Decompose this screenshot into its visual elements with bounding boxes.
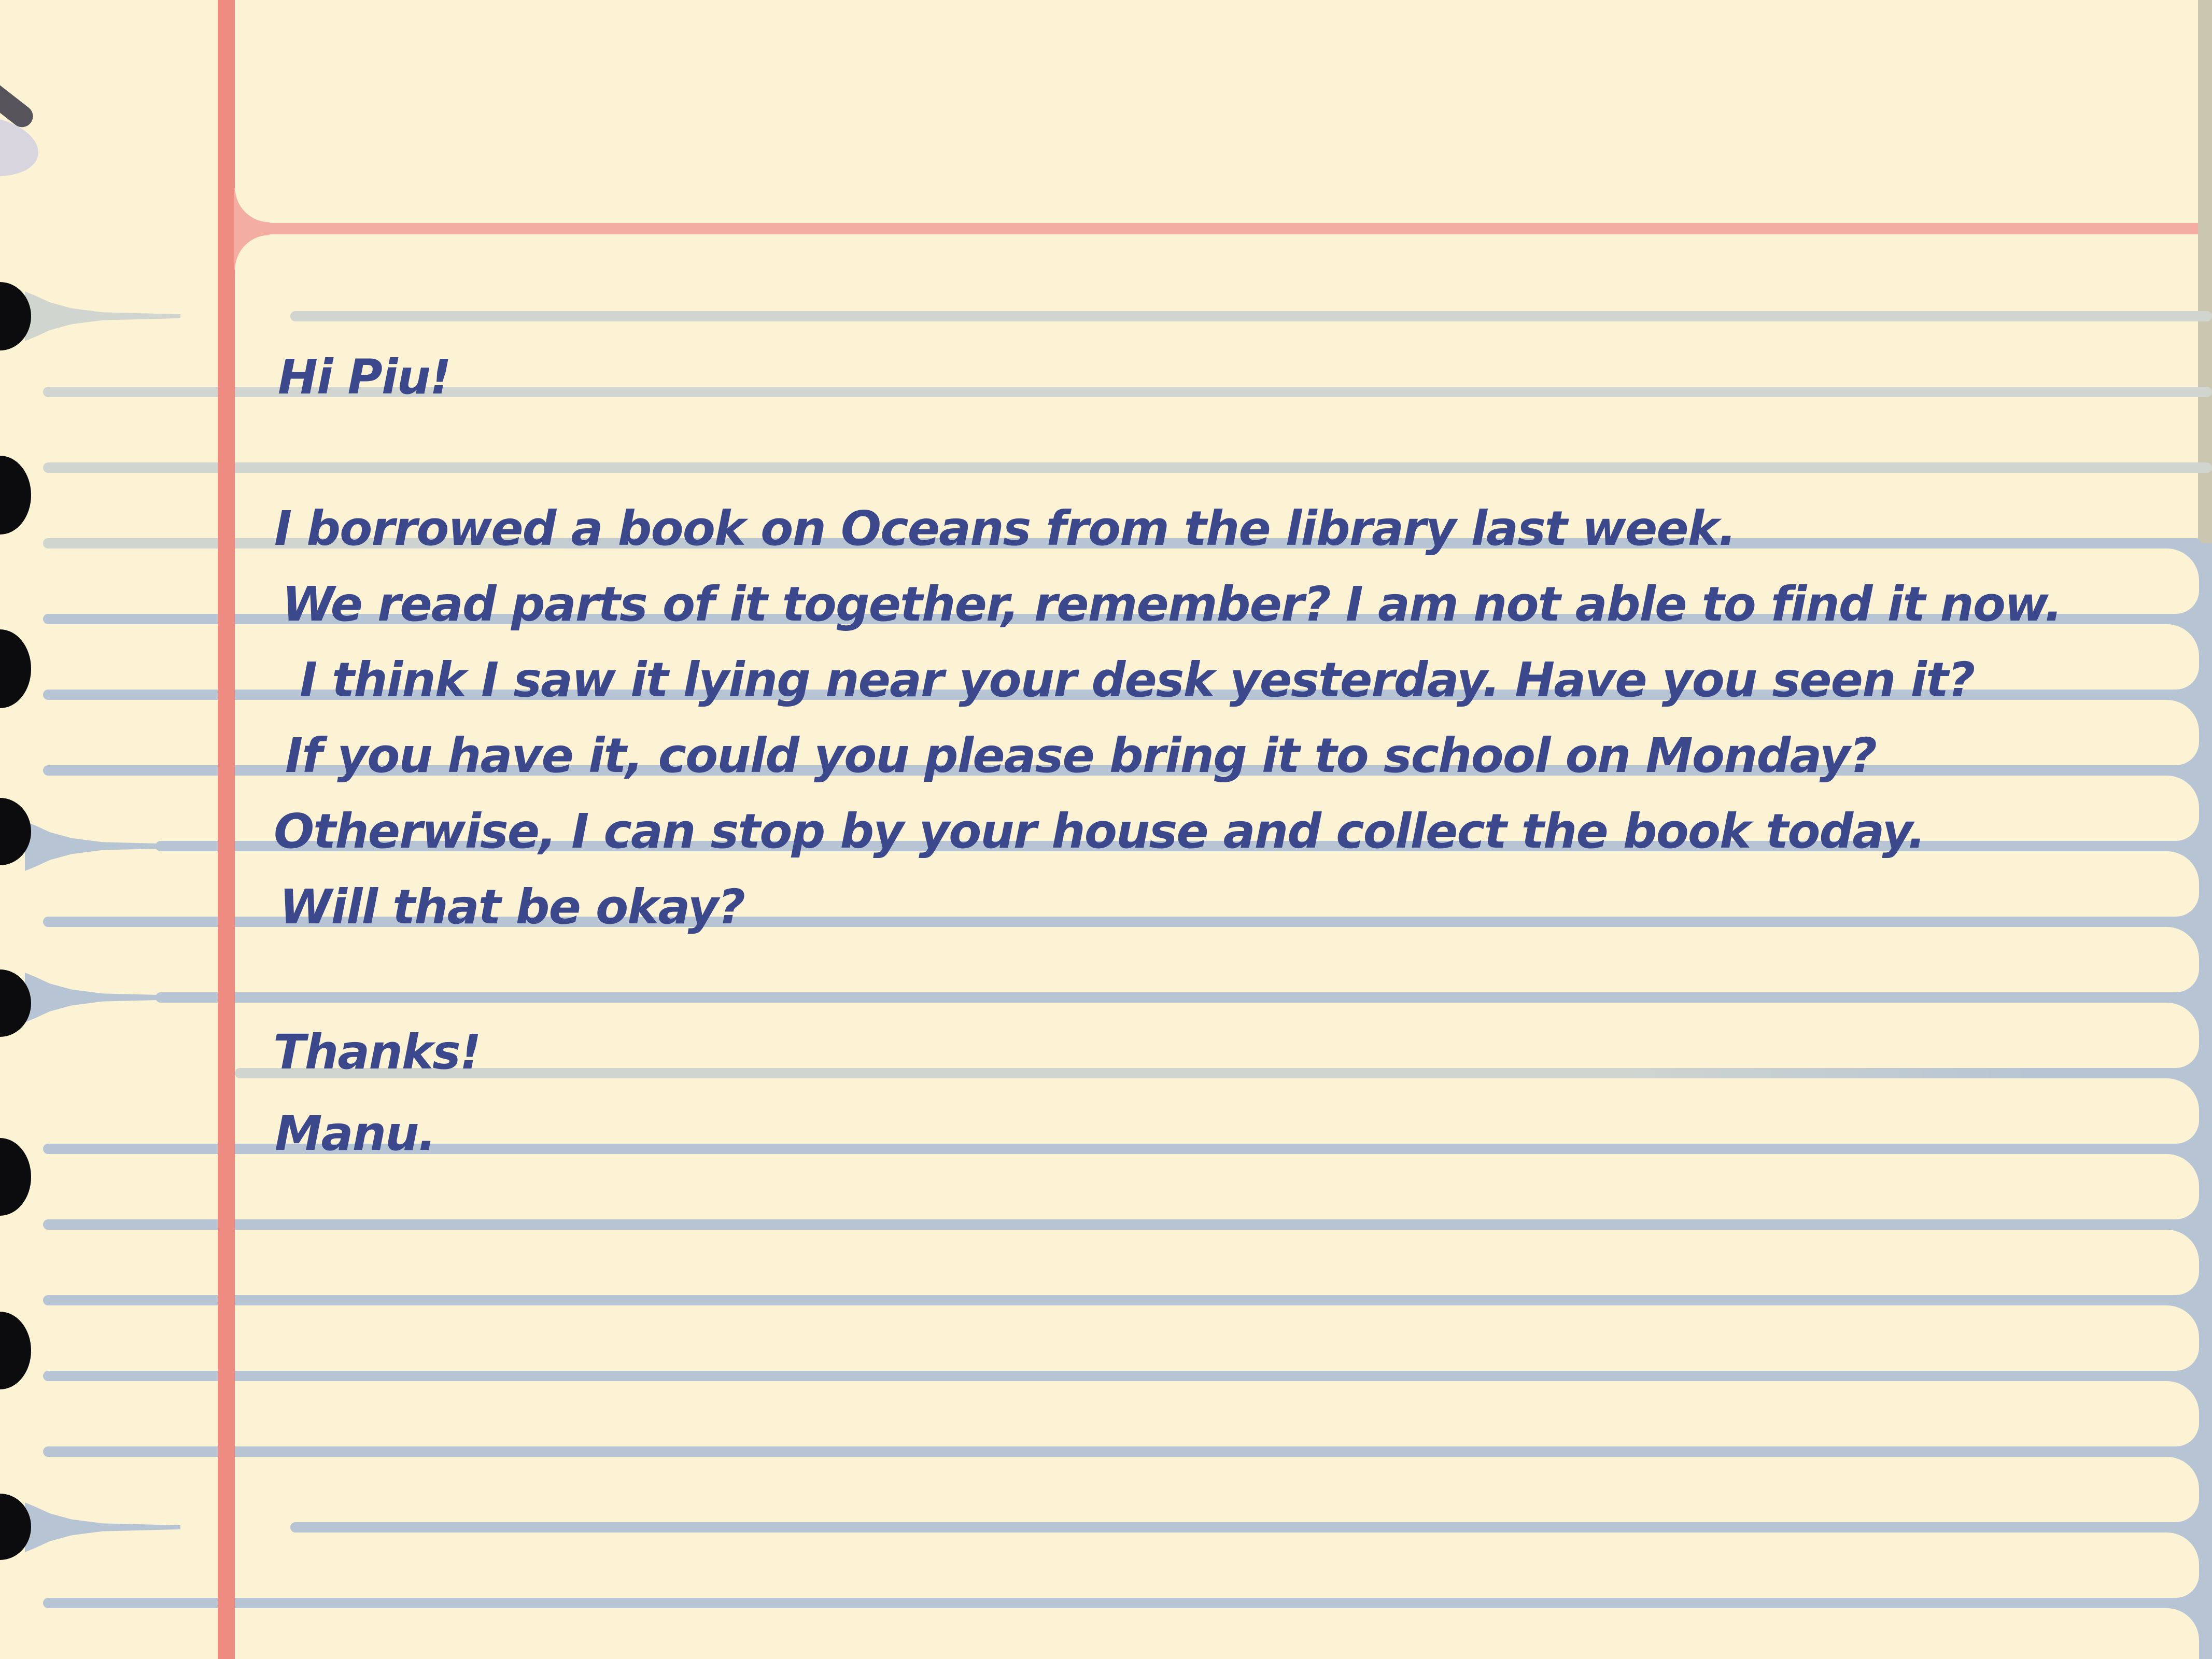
sheet-row-cell bbox=[2140, 851, 2199, 917]
rule-line bbox=[43, 1219, 2201, 1230]
sheet-row-cell bbox=[2140, 776, 2199, 841]
sheet-row-cell bbox=[2140, 1154, 2199, 1219]
binder-hole-icon bbox=[0, 1138, 31, 1216]
sheet-row-cell bbox=[2140, 624, 2199, 690]
binder-hole-icon bbox=[0, 629, 31, 708]
sheet-row-cell bbox=[2140, 1078, 2199, 1144]
sheet-row-cell bbox=[2140, 1230, 2199, 1295]
note-line-6: Will that be okay? bbox=[279, 879, 744, 935]
rule-line bbox=[43, 1295, 2201, 1305]
margin-corner-fillet bbox=[234, 234, 270, 270]
rule-line bbox=[290, 311, 2212, 321]
note-line-5: Otherwise, I can stop by your house and collect the book today. bbox=[274, 804, 1925, 859]
rule-line bbox=[235, 1068, 2201, 1078]
rule-line bbox=[156, 992, 2201, 1003]
note-line-3: I think I saw it lying near your desk yesterday. Have you seen it? bbox=[300, 652, 1975, 708]
sheet-row-cell bbox=[2140, 549, 2199, 614]
binder-hole-icon bbox=[0, 1312, 31, 1389]
sheet-row-cell bbox=[2140, 1457, 2199, 1522]
rule-line bbox=[43, 462, 2212, 473]
rule-line bbox=[43, 1598, 2201, 1608]
signature-text: Manu. bbox=[275, 1106, 435, 1161]
margin-line-horizontal bbox=[234, 223, 2198, 234]
note-line-2: We read parts of it together, remember? I am not able to find it now. bbox=[282, 577, 2062, 632]
rule-line bbox=[290, 1522, 2201, 1533]
rule-line bbox=[43, 1446, 2201, 1457]
sheet-row-cell bbox=[2140, 1381, 2199, 1446]
closing-text: Thanks! bbox=[273, 1024, 481, 1080]
sheet-row-cell bbox=[2140, 1305, 2199, 1371]
note-line-1: I borrowed a book on Oceans from the library last week. bbox=[274, 501, 1736, 556]
sheet-row-cell bbox=[2140, 700, 2199, 765]
note-line-4: If you have it, could you please bring it to school on Monday? bbox=[285, 728, 1876, 783]
binder-hole-icon bbox=[0, 456, 31, 535]
hole-connector bbox=[25, 821, 180, 871]
sheet-row-cell bbox=[2140, 927, 2199, 992]
margin-line-vertical bbox=[218, 0, 235, 1659]
sheet-row-cell bbox=[2140, 1003, 2199, 1068]
rule-line bbox=[43, 1371, 2201, 1381]
hole-connector bbox=[25, 973, 180, 1022]
sheet-row-cell bbox=[2140, 1533, 2199, 1598]
greeting-text: Hi Piu! bbox=[278, 349, 450, 405]
hole-connector bbox=[25, 1502, 180, 1552]
margin-corner-fillet bbox=[234, 188, 270, 223]
hole-connector bbox=[25, 291, 180, 341]
